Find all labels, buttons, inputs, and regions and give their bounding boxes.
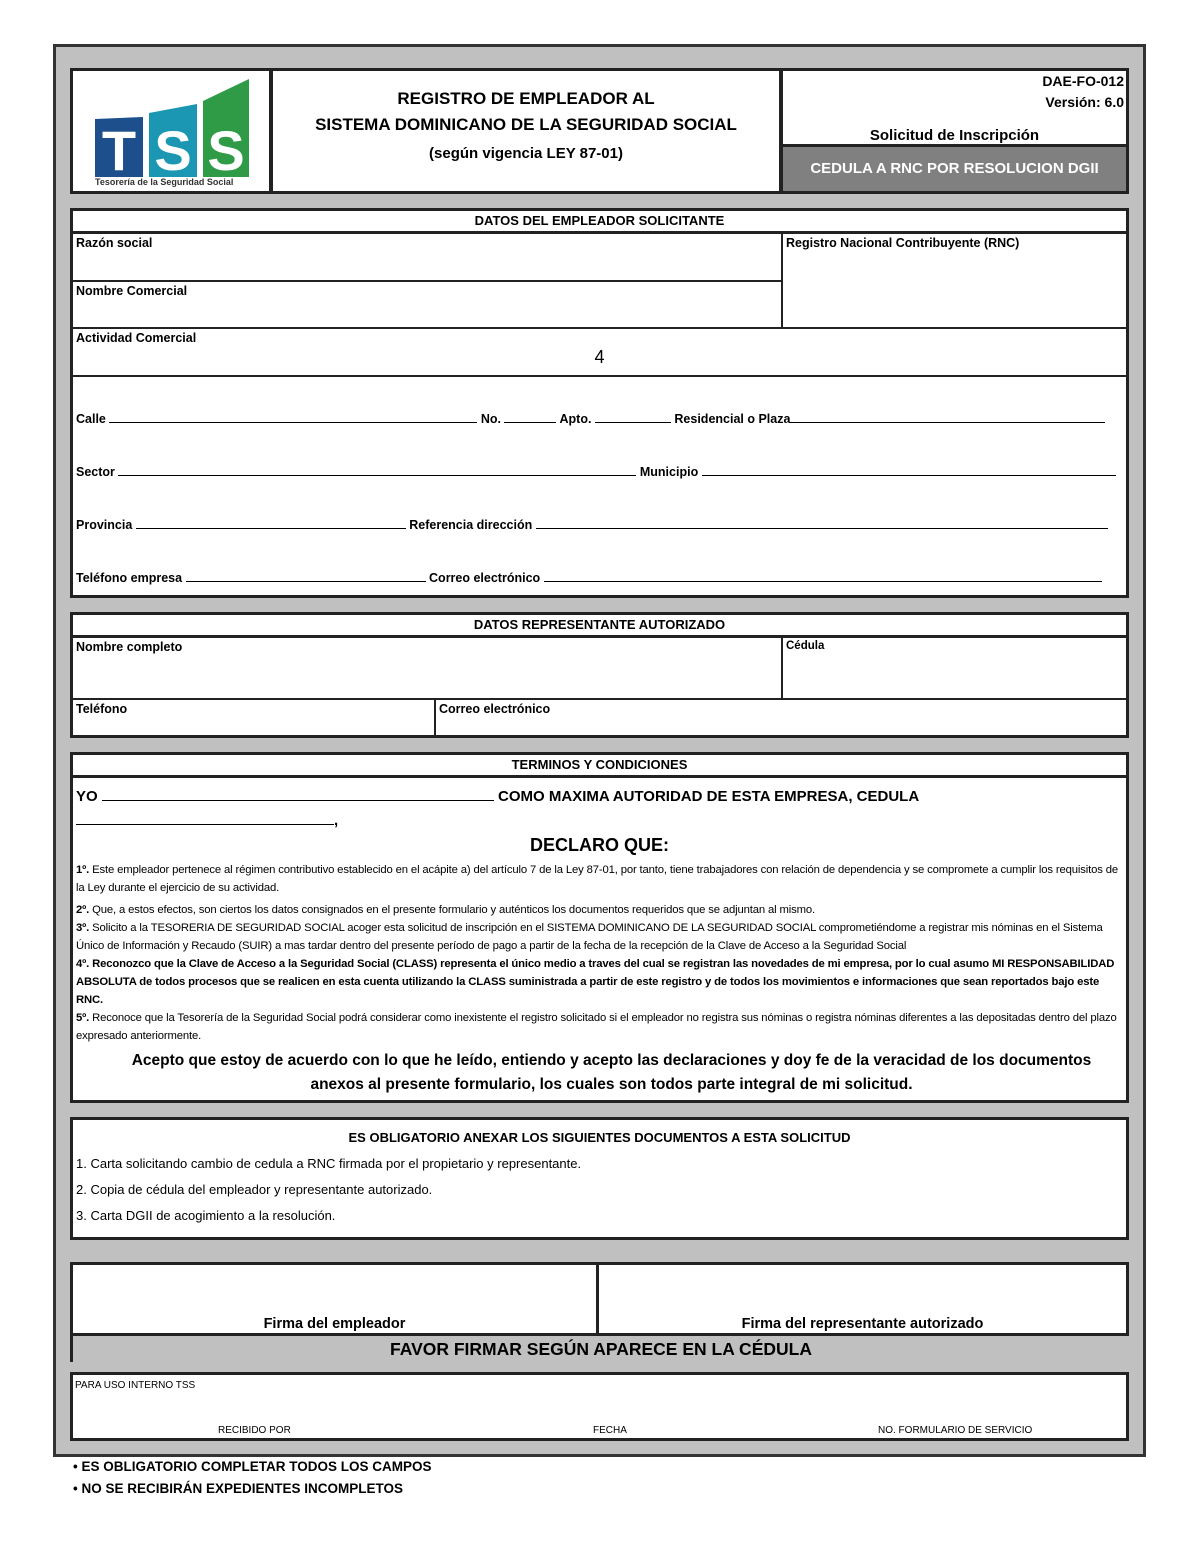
yo-name-input[interactable] bbox=[102, 787, 494, 801]
form-version: Versión: 6.0 bbox=[1045, 94, 1124, 110]
logo-subtitle: Tesorería de la Seguridad Social bbox=[95, 177, 234, 187]
documents-section bbox=[70, 1117, 1129, 1240]
yo-line: YO COMO MAXIMA AUTORIDAD DE ESTA EMPRESA, CEDULA bbox=[76, 788, 920, 805]
calle-input[interactable] bbox=[109, 411, 477, 423]
term-item-1: 1º. Este empleador pertenece al régimen contributivo establecido en el acápite a) del artículo 7 de la Ley 87-01, por tanto, tiene trabajadores con relación de dependencia y se compromete a cumplir los requisitos de la Ley durante el ejercicio de su actividad. bbox=[76, 864, 1118, 894]
title-box bbox=[270, 68, 782, 194]
sign-notice: FAVOR FIRMAR SEGÚN APARECE EN LA CÉDULA bbox=[70, 1336, 1129, 1362]
declaro-heading: DECLARO QUE: bbox=[530, 835, 669, 855]
representative-heading: DATOS REPRESENTANTE AUTORIZADO bbox=[73, 615, 1126, 638]
internal-use-section bbox=[70, 1372, 1129, 1441]
internal-heading: PARA USO INTERNO TSS bbox=[75, 1380, 196, 1391]
rnc-label: Registro Nacional Contribuyente (RNC) bbox=[786, 236, 1020, 250]
form-info-box bbox=[780, 68, 1129, 194]
title-line-3: (según vigencia LEY 87-01) bbox=[429, 145, 623, 162]
footer-note-1: • ES OBLIGATORIO COMPLETAR TODOS LOS CAMPOS bbox=[73, 1459, 432, 1474]
address-line-2: Sector Municipio bbox=[76, 464, 1116, 479]
address-line-4: Teléfono empresa Correo electrónico bbox=[76, 570, 1102, 585]
banner: CEDULA A RNC POR RESOLUCION DGII bbox=[783, 144, 1126, 191]
date-field[interactable]: FECHA bbox=[593, 1425, 627, 1436]
actividad-label: Actividad Comercial bbox=[76, 331, 197, 345]
rep-nombre-field[interactable] bbox=[73, 638, 783, 700]
referencia-input[interactable] bbox=[536, 517, 1108, 529]
yo-cedula-input[interactable] bbox=[76, 811, 334, 825]
rep-cedula-field[interactable] bbox=[783, 638, 1126, 700]
service-form-field[interactable]: NO. FORMULARIO DE SERVICIO bbox=[878, 1425, 1033, 1436]
actividad-field[interactable] bbox=[73, 329, 1126, 377]
nombre-comercial-label: Nombre Comercial bbox=[76, 284, 188, 298]
term-item-3: 3º. Solicito a la TESORERIA DE SEGURIDAD SOCIAL acoger esta solicitud de inscripción en el SISTEMA DOMINICANO DE LA SEGURIDAD SOCIAL comprometiéndome a registrar mis nóminas en el Sistema Único de Información y Recaudo (SUIR) a mas tardar dentro del presente período de pago a partir de la fecha de la recepción de la Clave de Acceso a la Seguridad Social bbox=[76, 922, 1103, 952]
term-item-5: 5º. Reconoce que la Tesorería de la Seguridad Social podrá considerar como inexistente el registro solicitado si el empleador no registra sus nóminas o registra nóminas diferentes a las depositadas dentro del plazo expresado anteriormente. bbox=[76, 1012, 1117, 1042]
provincia-input[interactable] bbox=[136, 517, 406, 529]
telefono-input[interactable] bbox=[186, 570, 426, 582]
request-type: Solicitud de Inscripción bbox=[869, 127, 1040, 144]
rep-telefono-label: Teléfono bbox=[76, 702, 128, 716]
rep-correo-field[interactable] bbox=[436, 700, 1126, 735]
no-input[interactable] bbox=[504, 411, 556, 423]
address-line-1: Calle No. Apto. Residencial o Plaza bbox=[76, 411, 1105, 426]
documents-heading: ES OBLIGATORIO ANEXAR LOS SIGUIENTES DOCUMENTOS A ESTA SOLICITUD bbox=[348, 1130, 851, 1145]
document-item: 3. Carta DGII de acogimiento a la resolución. bbox=[76, 1208, 336, 1223]
terms-section bbox=[70, 752, 1129, 1103]
svg-text:S: S bbox=[207, 119, 245, 182]
logo-box bbox=[70, 68, 272, 194]
title-line-2: SISTEMA DOMINICANO DE LA SEGURIDAD SOCIAL bbox=[315, 115, 737, 134]
correo-input[interactable] bbox=[544, 570, 1102, 582]
cedula-line: , bbox=[76, 811, 338, 829]
svg-text:T: T bbox=[101, 119, 137, 182]
signature-representative[interactable] bbox=[596, 1262, 1129, 1336]
address-line-3: Provincia Referencia dirección bbox=[76, 517, 1108, 532]
terms-heading: TERMINOS Y CONDICIONES bbox=[73, 755, 1126, 778]
document-item: 1. Carta solicitando cambio de cedula a RNC firmada por el propietario y representante. bbox=[76, 1156, 582, 1171]
signature-representative-label: Firma del representante autorizado bbox=[741, 1316, 984, 1332]
razon-social-label: Razón social bbox=[76, 236, 153, 250]
employer-heading: DATOS DEL EMPLEADOR SOLICITANTE bbox=[73, 211, 1126, 234]
term-item-2: 2º. Que, a estos efectos, son ciertos los datos consignados en el presente formulario y auténticos los documentos requeridos que se adjuntan al mismo. bbox=[76, 904, 815, 916]
employer-section bbox=[70, 208, 1129, 598]
rep-cedula-label: Cédula bbox=[786, 640, 825, 652]
apto-input[interactable] bbox=[595, 411, 671, 423]
signature-employer[interactable] bbox=[70, 1262, 599, 1336]
form-code: DAE-FO-012 bbox=[1042, 73, 1124, 89]
residencial-input[interactable] bbox=[790, 411, 1105, 423]
nombre-comercial-field[interactable] bbox=[73, 282, 783, 329]
svg-text:S: S bbox=[154, 119, 192, 182]
document-item: 2. Copia de cédula del empleador y representante autorizado. bbox=[76, 1182, 433, 1197]
footer-note-2: • NO SE RECIBIRÁN EXPEDIENTES INCOMPLETOS bbox=[73, 1481, 404, 1496]
razon-social-field[interactable] bbox=[73, 234, 783, 282]
rep-correo-label: Correo electrónico bbox=[439, 702, 551, 716]
rnc-field[interactable] bbox=[783, 234, 1126, 329]
representative-section bbox=[70, 612, 1129, 738]
title-line-1: REGISTRO DE EMPLEADOR AL bbox=[397, 89, 655, 108]
tss-logo bbox=[93, 77, 253, 189]
rep-nombre-label: Nombre completo bbox=[76, 640, 183, 654]
signature-employer-label: Firma del empleador bbox=[263, 1316, 406, 1332]
municipio-input[interactable] bbox=[702, 464, 1116, 476]
term-item-4: 4º. Reconozco que la Clave de Acceso a la Seguridad Social (CLASS) representa el único medio a traves del cual se registran las novedades de mi empresa, por lo cual asumo MI RESPONSABILIDAD ABSOLUTA de todos procesos que se realicen en esta cuenta utilizando la CLASS suministrada a partir de este registro y de todos los movimientos e informaciones que sean reportados bajo este RNC. bbox=[76, 958, 1115, 1006]
acceptance-text: Acepto que estoy de acuerdo con lo que he leído, entiendo y acepto las declaraciones y doy fe de la veracidad de los documentos anexos al presente formulario, los cuales son todos parte integral de mi solicitud. bbox=[131, 1052, 1092, 1093]
sector-input[interactable] bbox=[118, 464, 636, 476]
actividad-value: 4 bbox=[594, 347, 605, 367]
received-by-field[interactable]: RECIBIDO POR bbox=[218, 1425, 291, 1436]
rep-telefono-field[interactable] bbox=[73, 700, 436, 735]
